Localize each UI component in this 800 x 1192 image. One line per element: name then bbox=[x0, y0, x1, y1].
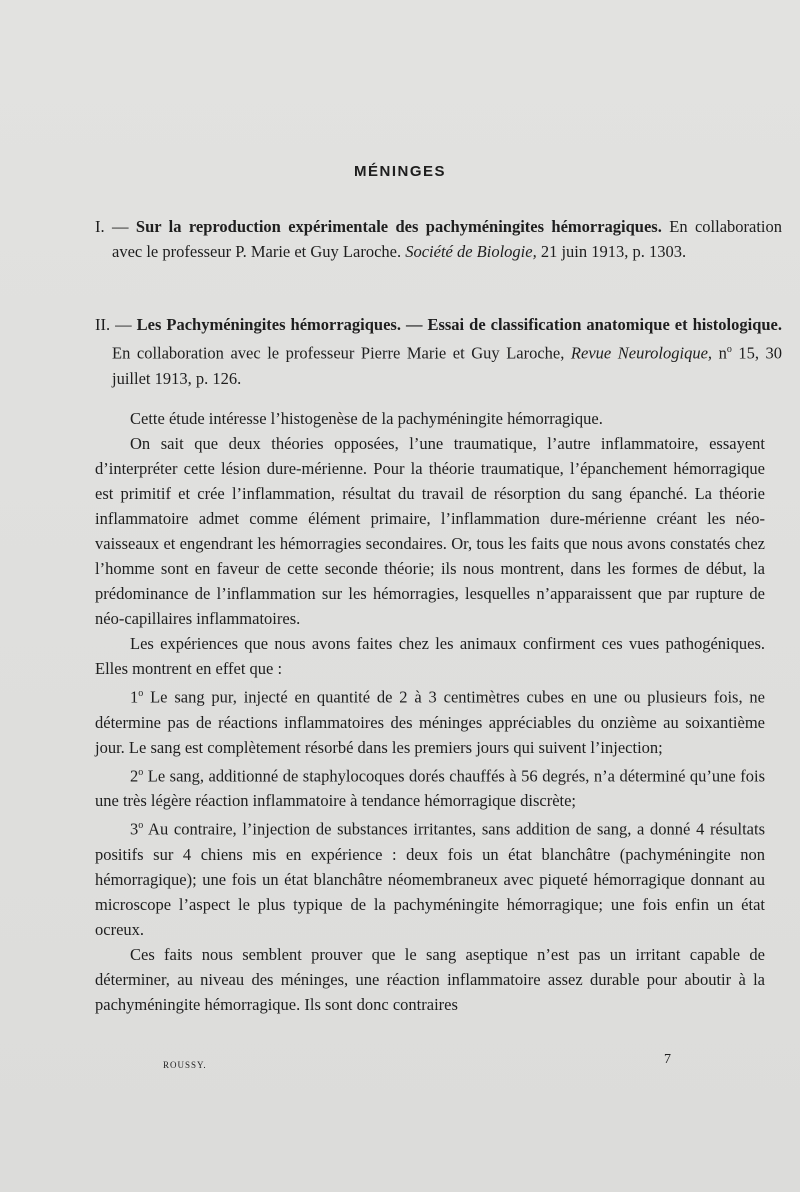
entry-reference-prefix: n bbox=[718, 343, 727, 363]
footer-author: ROUSSY. bbox=[163, 1060, 207, 1070]
item-text: Au contraire, l’injection de substances irritantes, sans addition de sang, a donné 4 résultats positifs sur 4 chiens mis en expérience : deux fois un état blanchâtre (pachyméningite non hémorragique); une fois un état blanchâtre néomembraneux avec piqueté hémorragique donnant au microscope l’aspect le plus typique de la pachyméningite hémorragique; une fois enfin un état ocreux. bbox=[95, 819, 766, 939]
entry-title: Les Pachyméningites hémorragiques. — Essai de classification anatomique et histologique. bbox=[136, 315, 783, 334]
entry-journal: Société de Biologie, bbox=[405, 242, 537, 261]
paragraph: Ces faits nous semblent prouver que le sang aseptique n’est pas un irritant capable de déterminer, au niveau des méninges, une réaction inflammatoire assez durable pour aboutir à la pachyméningite hémorragique. Ils sont donc contraires bbox=[95, 944, 765, 1014]
item-number: 3 bbox=[130, 819, 139, 839]
bibliography-entry-2 bbox=[95, 312, 782, 391]
bibliography-entry-1 bbox=[95, 214, 782, 264]
entry-reference: 15, 30 juillet 1913, p. 126. bbox=[112, 343, 783, 388]
section-heading: MÉNINGES bbox=[353, 163, 446, 180]
entry-number: II. — bbox=[95, 315, 132, 334]
item-text: Le sang, additionné de staphylocoques dorés chauffés à 56 degrés, n’a déterminé qu’une fois une très légère réaction inflammatoire à tendance hémorragique discrète; bbox=[95, 766, 766, 810]
entry-title: Sur la reproduction expérimentale des pachyméningites hémorragiques. bbox=[135, 217, 662, 236]
entry-number: I. — bbox=[95, 217, 129, 236]
entry-collaboration: En collaboration avec le professeur Pierre Marie et Guy Laroche, bbox=[112, 343, 565, 363]
item-text: Le sang pur, injecté en quantité de 2 à 3 centimètres cubes en une ou plusieurs fois, ne détermine pas de réactions inflammatoires des méninges appréciables du onzième au soixantième jour. Le sang est complètement résorbé dans les premiers jours qui suivent l’injection; bbox=[95, 687, 765, 757]
item-number: 2 bbox=[130, 766, 139, 785]
list-item bbox=[95, 760, 765, 814]
entry-collaboration: En collaboration avec le professeur P. Marie et Guy Laroche. bbox=[112, 217, 783, 261]
entry-journal: Revue Neurologique, bbox=[570, 343, 713, 363]
entry-reference: 21 juin 1913, p. 1303. bbox=[540, 242, 687, 261]
list-item bbox=[95, 681, 765, 760]
item-number-superscript: o bbox=[138, 688, 144, 699]
body-text bbox=[95, 406, 765, 1017]
entry-reference-superscript: o bbox=[726, 344, 732, 355]
item-number: 1 bbox=[130, 687, 139, 707]
paragraph: On sait que deux théories opposées, l’une traumatique, l’autre inflammatoire, essayent d’interpréter cette lésion dure-mérienne. Pour la théorie traumatique, l’épanchement hémorragique est primitif et crée l’inflammation, résultat du travail de résorption du sang épanché. La théorie inflammatoire admet comme élément primaire, l’inflammation dure-mérienne créant les néo-vaisseaux et engendrant les hémorragies secondaires. Or, tous les faits que nous avons constatés chez l’homme sont en faveur de cette seconde théorie; ils nous montrent, dans les formes de début, la prédominance de l’inflammation sur les hémorragies, lesquelles n’apparaissent que par rupture de néo-capillaires inflammatoires. bbox=[95, 434, 765, 628]
paragraph: Cette étude intéresse l’histogenèse de la pachyméningite hémorragique. bbox=[130, 409, 603, 428]
list-item bbox=[95, 813, 765, 942]
paragraph: Les expériences que nous avons faites chez les animaux confirment ces vues pathogéniques. Elles montrent en effet que : bbox=[95, 634, 765, 678]
page-number: 7 bbox=[664, 1052, 671, 1067]
item-number-superscript: o bbox=[138, 820, 144, 831]
item-number-superscript: o bbox=[138, 766, 144, 778]
